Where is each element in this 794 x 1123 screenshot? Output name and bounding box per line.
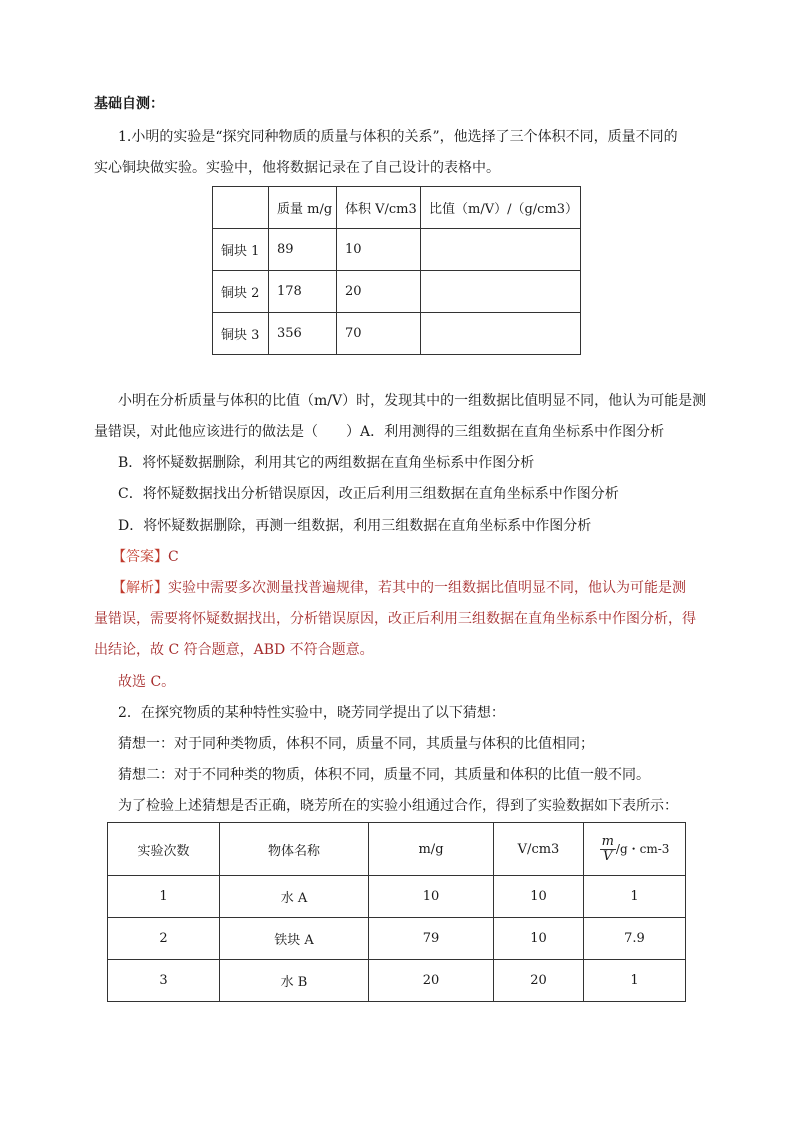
table-cell [421, 271, 581, 313]
answer-value: C [168, 549, 179, 565]
table-row [213, 313, 581, 355]
table-cell: 10 [494, 876, 584, 918]
table-cell: 178 [269, 271, 337, 313]
table-cell: 1 [584, 876, 686, 918]
analysis-line3: 出结论，故 C 符合题意，ABD 不符合题意。 [94, 642, 374, 658]
table-cell [421, 229, 581, 271]
density-unit: /g・cm-3 [615, 841, 670, 856]
q2-line4: 为了检验上述猜想是否正确，晓芳所在的实验小组通过合作，得到了实验数据如下表所示： [118, 798, 678, 814]
answer-label: 【答案】 [112, 549, 168, 565]
q2-guess2: 猜想二：对于不同种类的物质，体积不同，质量不同，其质量和体积的比值一般不同。 [118, 767, 650, 783]
q1-stem-line1: 小明在分析质量与体积的比值（m/V）时，发现其中的一组数据比值明显不同，他认为可能是测 [118, 393, 707, 409]
fraction-denominator: V [603, 848, 613, 864]
fraction-numerator: m [601, 833, 614, 849]
analysis-line2: 量错误，需要将怀疑数据找出，分析错误原因，改正后利用三组数据在直角坐标系中作图分析，得 [94, 611, 696, 627]
q1-line1: 1.小明的实验是“探究同种物质的质量与体积的关系”，他选择了三个体积不同，质量不同的 [118, 129, 678, 145]
table-cell: 1 [108, 876, 220, 918]
table-cell: 10 [369, 876, 494, 918]
copper-table [212, 186, 581, 355]
table-header-cell [213, 187, 269, 229]
table-cell [421, 313, 581, 355]
table-cell: 70 [337, 313, 421, 355]
answer-line [112, 547, 179, 567]
table-row [213, 229, 581, 271]
analysis-line1-wrap [112, 578, 686, 598]
table-cell: 3 [108, 960, 220, 1002]
q2-guess1: 猜想一：对于同种类物质，体积不同，质量不同，其质量与体积的比值相同； [118, 736, 594, 752]
table-header-cell: 比值（m/V）/（g/cm3） [421, 187, 581, 229]
table-cell: 7.9 [584, 918, 686, 960]
q1-option-c: C．将怀疑数据找出分析错误原因，改正后利用三组数据在直角坐标系中作图分析 [118, 486, 619, 502]
table-header-cell: 物体名称 [220, 823, 369, 876]
table-row [108, 918, 686, 960]
table-row [213, 271, 581, 313]
table-cell: 20 [494, 960, 584, 1002]
analysis-label: 【解析】 [112, 580, 168, 596]
density-header-cell [584, 823, 686, 876]
table-cell: 20 [337, 271, 421, 313]
table-cell: 铜块 2 [213, 271, 269, 313]
analysis-line1: 实验中需要多次测量找普遍规律，若其中的一组数据比值明显不同，他认为可能是测 [168, 580, 686, 596]
q1-stem-line2: 量错误，对此他应该进行的做法是（ ）A．利用测得的三组数据在直角坐标系中作图分析 [94, 424, 665, 440]
conclusion: 故选 C。 [118, 674, 176, 690]
table-header-cell: m/g [369, 823, 494, 876]
table-cell: 20 [369, 960, 494, 1002]
table-cell: 10 [494, 918, 584, 960]
table-row [108, 876, 686, 918]
table-header-row [213, 187, 581, 229]
q1-option-d: D．将怀疑数据删除，再测一组数据，利用三组数据在直角坐标系中作图分析 [118, 518, 592, 534]
table-cell: 铜块 3 [213, 313, 269, 355]
table-cell: 水 B [220, 960, 369, 1002]
table-header-cell: 实验次数 [108, 823, 220, 876]
table-cell: 79 [369, 918, 494, 960]
mass-volume-fraction [600, 835, 616, 864]
table-cell: 89 [269, 229, 337, 271]
section-heading: 基础自测： [94, 96, 164, 112]
table-cell: 水 A [220, 876, 369, 918]
table-header-cell: V/cm3 [494, 823, 584, 876]
table-cell: 铁块 A [220, 918, 369, 960]
table-cell: 1 [584, 960, 686, 1002]
substance-table [107, 822, 686, 1002]
table-cell: 10 [337, 229, 421, 271]
table-cell: 356 [269, 313, 337, 355]
table-header-cell: 质量 m/g [269, 187, 337, 229]
q1-option-b: B．将怀疑数据删除，利用其它的两组数据在直角坐标系中作图分析 [118, 455, 535, 471]
q1-line2: 实心铜块做实验。实验中，他将数据记录在了自己设计的表格中。 [94, 160, 500, 176]
table-row [108, 960, 686, 1002]
q2-line1: 2．在探究物质的某种特性实验中，晓芳同学提出了以下猜想： [118, 705, 505, 721]
table-cell: 2 [108, 918, 220, 960]
table-header-cell: 体积 V/cm3 [337, 187, 421, 229]
table-cell: 铜块 1 [213, 229, 269, 271]
table-header-row [108, 823, 686, 876]
